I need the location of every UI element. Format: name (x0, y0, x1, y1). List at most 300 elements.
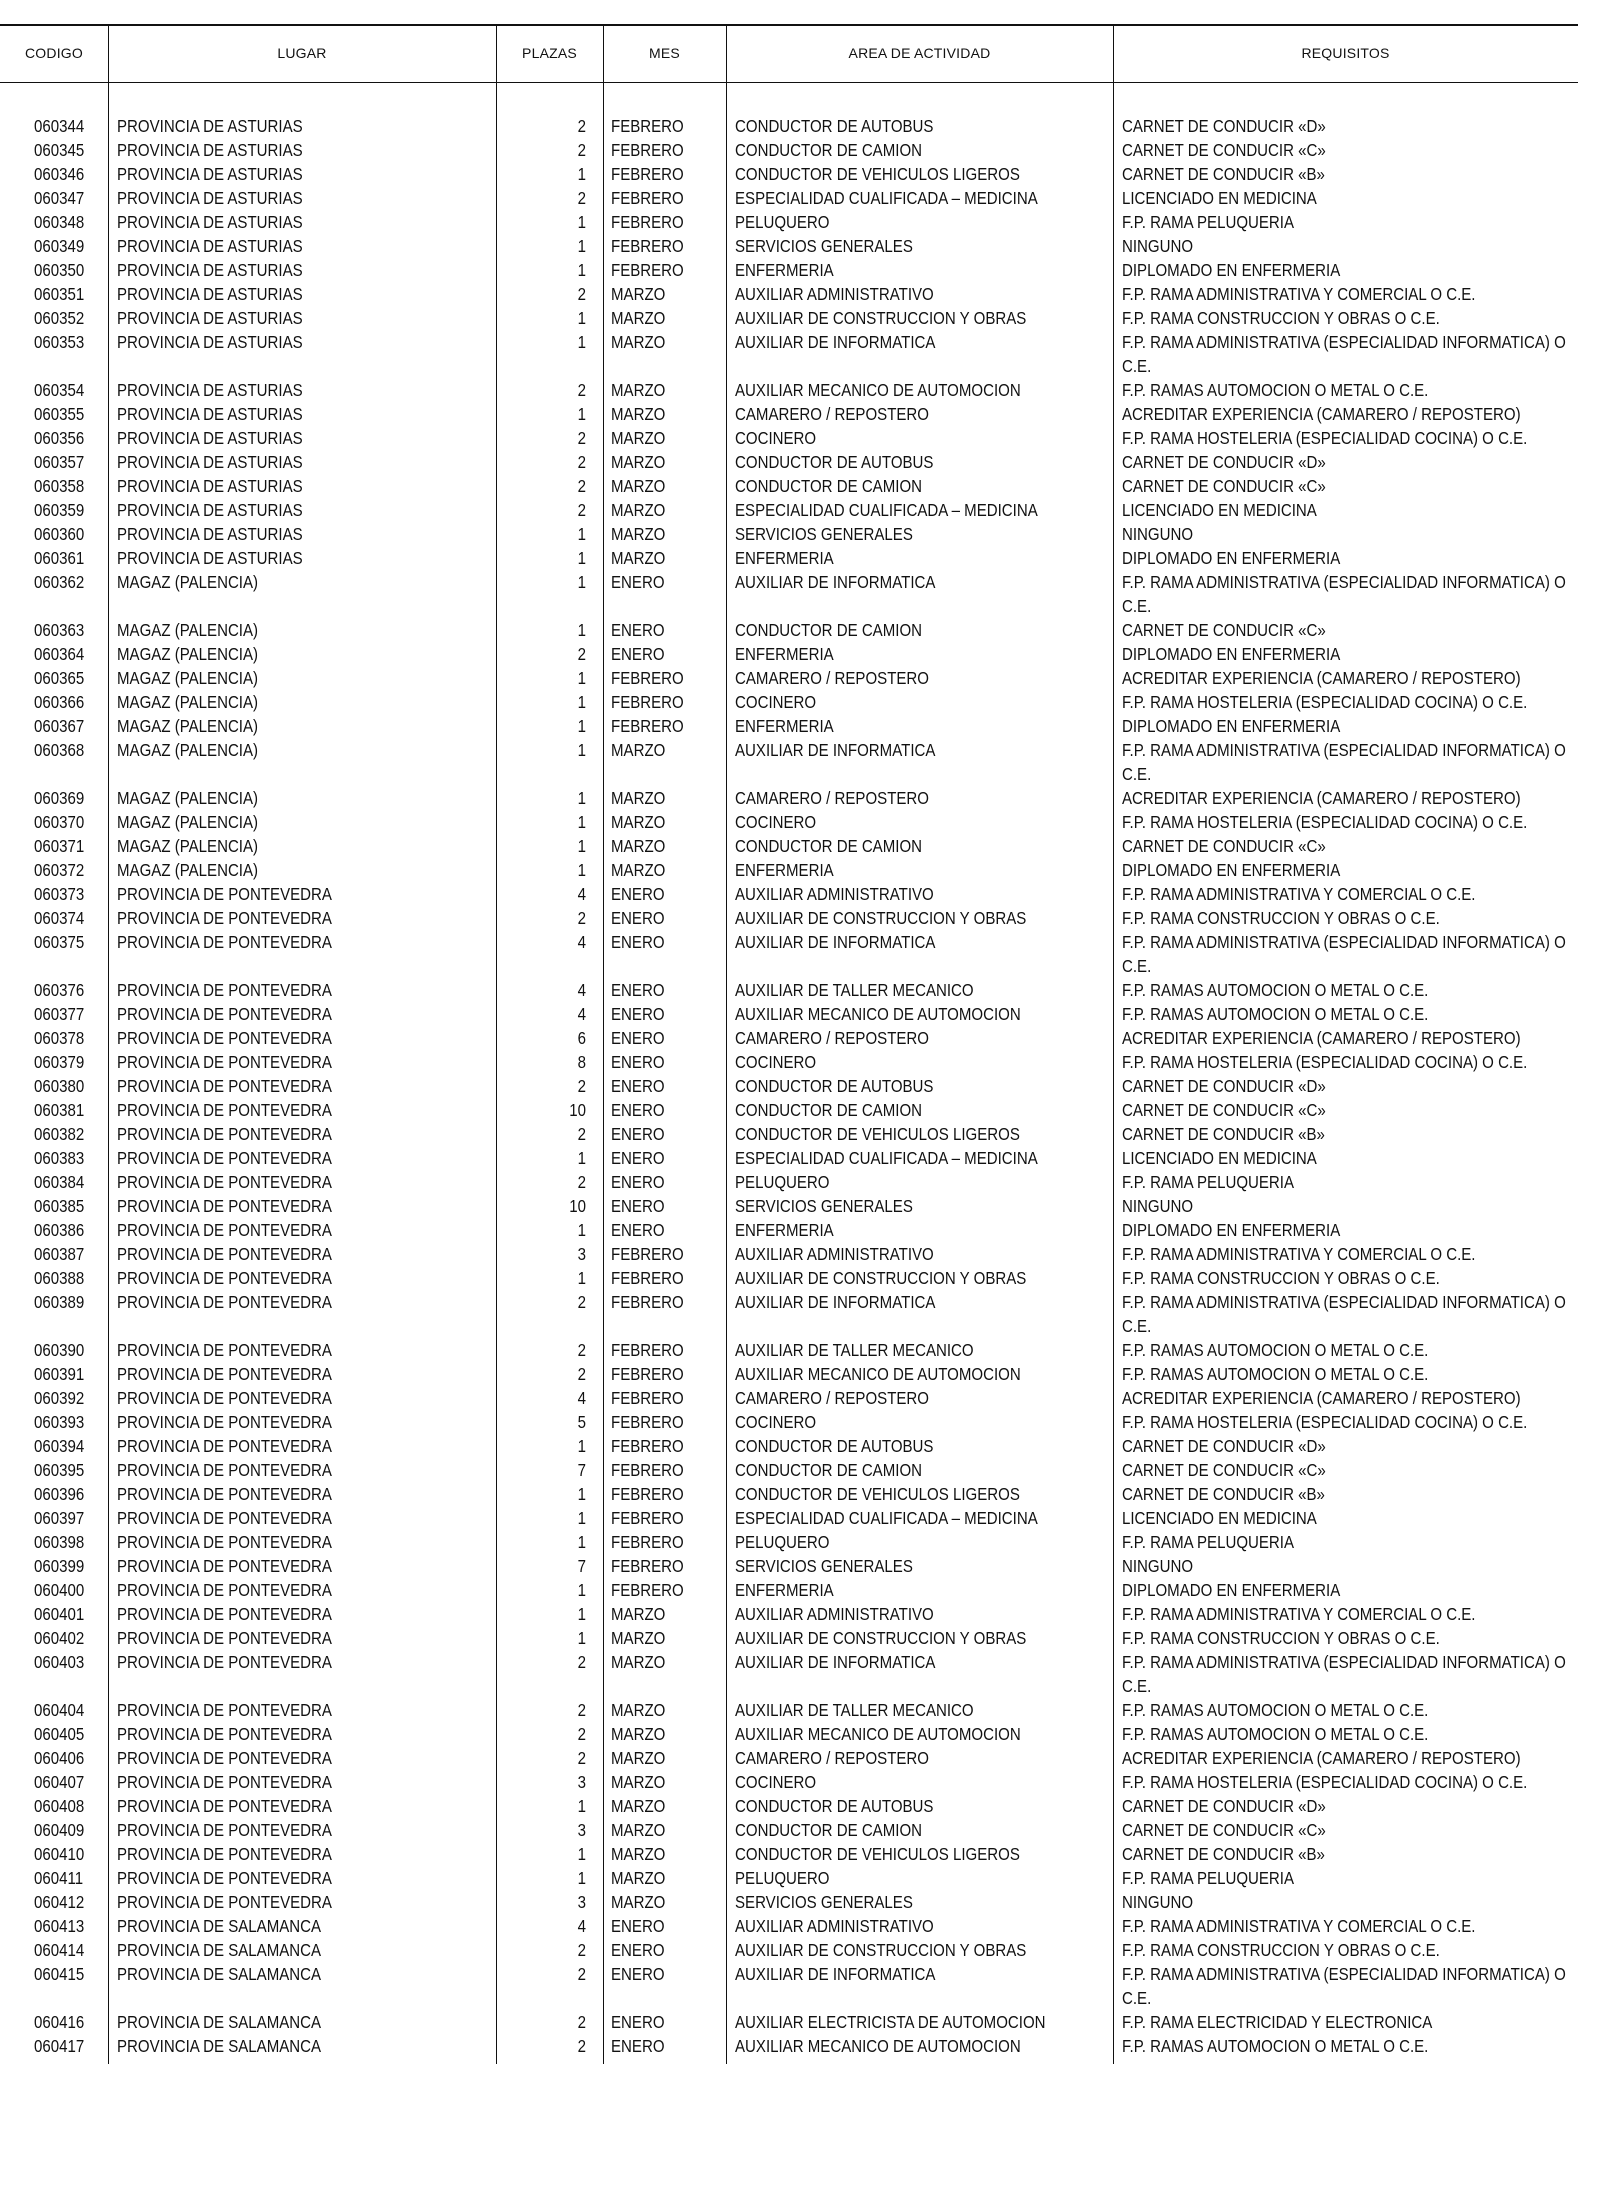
table-row (0, 1146, 1578, 1170)
cell-mes: ENERO (611, 1196, 665, 1216)
cell-area: AUXILIAR MECANICO DE AUTOMOCION (735, 1004, 1021, 1024)
table-row (0, 1530, 1578, 1554)
cell-lugar: PROVINCIA DE PONTEVEDRA (117, 1892, 332, 1912)
cell-plazas: 10 (569, 1100, 586, 1120)
table-row (0, 714, 1578, 738)
cell-lugar: PROVINCIA DE PONTEVEDRA (117, 1580, 332, 1600)
table-row (0, 810, 1578, 834)
cell-mes: ENERO (611, 1916, 665, 1936)
cell-area: ESPECIALIDAD CUALIFICADA – MEDICINA (735, 500, 1038, 520)
cell-lugar: PROVINCIA DE ASTURIAS (117, 140, 303, 160)
cell-lugar: MAGAZ (PALENCIA) (117, 836, 259, 856)
cell-plazas: 2 (577, 428, 586, 448)
cell-mes: ENERO (611, 884, 665, 904)
cell-lugar: PROVINCIA DE ASTURIAS (117, 452, 303, 472)
cell-area: SERVICIOS GENERALES (735, 1556, 913, 1576)
cell-lugar: PROVINCIA DE PONTEVEDRA (117, 1220, 332, 1240)
cell-plazas: 1 (577, 692, 586, 712)
table-row (0, 1962, 1578, 2010)
table-row (0, 978, 1578, 1002)
cell-plazas: 1 (577, 260, 586, 280)
cell-requisitos: F.P. RAMA HOSTELERIA (ESPECIALIDAD COCINA) O C.E. (1122, 1772, 1528, 1792)
cell-mes: MARZO (611, 812, 666, 832)
table-row (0, 1794, 1578, 1818)
cell-area: AUXILIAR DE INFORMATICA (735, 932, 936, 952)
cell-lugar: PROVINCIA DE ASTURIAS (117, 308, 303, 328)
cell-mes: MARZO (611, 380, 666, 400)
table-row (0, 1818, 1578, 1842)
cell-codigo: 060376 (34, 980, 85, 1000)
cell-codigo: 060395 (34, 1460, 85, 1480)
cell-lugar: PROVINCIA DE PONTEVEDRA (117, 1844, 332, 1864)
cell-mes: FEBRERO (611, 1532, 684, 1552)
cell-plazas: 2 (577, 1700, 586, 1720)
cell-lugar: PROVINCIA DE PONTEVEDRA (117, 1508, 332, 1528)
cell-area: AUXILIAR DE CONSTRUCCION Y OBRAS (735, 1628, 1027, 1648)
cell-lugar: PROVINCIA DE ASTURIAS (117, 212, 303, 232)
cell-mes: FEBRERO (611, 1364, 684, 1384)
cell-codigo: 060402 (34, 1628, 85, 1648)
cell-lugar: PROVINCIA DE ASTURIAS (117, 332, 303, 352)
table-row (0, 1746, 1578, 1770)
cell-requisitos: F.P. RAMA ADMINISTRATIVA (ESPECIALIDAD INFORMATICA) O C.E. (1122, 1292, 1566, 1336)
table-row (0, 858, 1578, 882)
cell-area: COCINERO (735, 692, 817, 712)
cell-codigo: 060400 (34, 1580, 85, 1600)
cell-codigo: 060417 (34, 2036, 85, 2056)
table-row (0, 1026, 1578, 1050)
header-area: AREA DE ACTIVIDAD (848, 45, 991, 61)
cell-requisitos: CARNET DE CONDUCIR «C» (1122, 1100, 1326, 1120)
cell-area: CONDUCTOR DE CAMION (735, 620, 923, 640)
cell-codigo: 060404 (34, 1700, 85, 1720)
cell-area: AUXILIAR DE TALLER MECANICO (735, 980, 974, 1000)
cell-requisitos: DIPLOMADO EN ENFERMERIA (1122, 644, 1341, 664)
cell-lugar: PROVINCIA DE PONTEVEDRA (117, 1460, 332, 1480)
cell-requisitos: F.P. RAMAS AUTOMOCION O METAL O C.E. (1122, 1004, 1429, 1024)
cell-lugar: PROVINCIA DE PONTEVEDRA (117, 1028, 332, 1048)
table-row (0, 546, 1578, 570)
cell-area: CONDUCTOR DE CAMION (735, 140, 923, 160)
cell-plazas: 2 (577, 476, 586, 496)
table-row (0, 642, 1578, 666)
header-plazas: PLAZAS (522, 45, 577, 61)
cell-lugar: PROVINCIA DE PONTEVEDRA (117, 1364, 332, 1384)
cell-plazas: 2 (577, 1652, 586, 1672)
table-row (0, 114, 1578, 138)
cell-requisitos: CARNET DE CONDUCIR «C» (1122, 476, 1326, 496)
cell-plazas: 1 (577, 1148, 586, 1168)
cell-plazas: 2 (577, 1172, 586, 1192)
cell-codigo: 060361 (34, 548, 85, 568)
table-row (0, 1266, 1578, 1290)
cell-requisitos: CARNET DE CONDUCIR «D» (1122, 1076, 1326, 1096)
cell-plazas: 1 (577, 308, 586, 328)
cell-lugar: PROVINCIA DE PONTEVEDRA (117, 1292, 332, 1312)
cell-requisitos: F.P. RAMA ELECTRICIDAD Y ELECTRONICA (1122, 2012, 1433, 2032)
table-row (0, 258, 1578, 282)
cell-mes: MARZO (611, 1604, 666, 1624)
cell-mes: MARZO (611, 1748, 666, 1768)
cell-area: COCINERO (735, 1052, 817, 1072)
table-row (0, 1914, 1578, 1938)
cell-plazas: 1 (577, 812, 586, 832)
cell-codigo: 060412 (34, 1892, 85, 1912)
cell-codigo: 060403 (34, 1652, 85, 1672)
cell-plazas: 1 (577, 740, 586, 760)
cell-area: COCINERO (735, 428, 817, 448)
cell-codigo: 060398 (34, 1532, 85, 1552)
cell-requisitos: F.P. RAMA HOSTELERIA (ESPECIALIDAD COCINA) O C.E. (1122, 1412, 1528, 1432)
header-lugar: LUGAR (277, 45, 327, 61)
cell-requisitos: ACREDITAR EXPERIENCIA (CAMARERO / REPOSTERO) (1122, 788, 1521, 808)
cell-lugar: PROVINCIA DE ASTURIAS (117, 524, 303, 544)
cell-area: AUXILIAR DE INFORMATICA (735, 1964, 936, 1984)
cell-mes: MARZO (611, 1652, 666, 1672)
cell-lugar: PROVINCIA DE PONTEVEDRA (117, 1484, 332, 1504)
cell-mes: MARZO (611, 1724, 666, 1744)
cell-plazas: 4 (577, 932, 586, 952)
cell-codigo: 060388 (34, 1268, 85, 1288)
cell-codigo: 060348 (34, 212, 85, 232)
cell-lugar: PROVINCIA DE PONTEVEDRA (117, 1772, 332, 1792)
cell-lugar: PROVINCIA DE PONTEVEDRA (117, 908, 332, 928)
document-table (0, 24, 1578, 2064)
cell-area: SERVICIOS GENERALES (735, 236, 913, 256)
cell-requisitos: NINGUNO (1122, 1556, 1194, 1576)
cell-codigo: 060408 (34, 1796, 85, 1816)
cell-mes: FEBRERO (611, 1388, 684, 1408)
cell-lugar: PROVINCIA DE ASTURIAS (117, 236, 303, 256)
cell-lugar: PROVINCIA DE PONTEVEDRA (117, 1628, 332, 1648)
cell-codigo: 060367 (34, 716, 85, 736)
cell-plazas: 4 (577, 884, 586, 904)
cell-area: ESPECIALIDAD CUALIFICADA – MEDICINA (735, 1508, 1038, 1528)
cell-lugar: PROVINCIA DE PONTEVEDRA (117, 1604, 332, 1624)
table-row (0, 1410, 1578, 1434)
cell-plazas: 2 (577, 1964, 586, 1984)
cell-requisitos: NINGUNO (1122, 1892, 1194, 1912)
cell-codigo: 060356 (34, 428, 85, 448)
table-row (0, 186, 1578, 210)
cell-mes: ENERO (611, 1028, 665, 1048)
table-row (0, 1290, 1578, 1338)
cell-requisitos: F.P. RAMA ADMINISTRATIVA Y COMERCIAL O C.E. (1122, 1916, 1476, 1936)
cell-requisitos: F.P. RAMAS AUTOMOCION O METAL O C.E. (1122, 2036, 1429, 2056)
cell-codigo: 060382 (34, 1124, 85, 1144)
cell-codigo: 060386 (34, 1220, 85, 1240)
cell-requisitos: F.P. RAMA HOSTELERIA (ESPECIALIDAD COCINA) O C.E. (1122, 692, 1528, 712)
cell-codigo: 060378 (34, 1028, 85, 1048)
cell-lugar: PROVINCIA DE SALAMANCA (117, 2036, 322, 2056)
table-row (0, 1002, 1578, 1026)
cell-lugar: PROVINCIA DE PONTEVEDRA (117, 1172, 332, 1192)
cell-requisitos: DIPLOMADO EN ENFERMERIA (1122, 1580, 1341, 1600)
cell-mes: FEBRERO (611, 1436, 684, 1456)
cell-mes: FEBRERO (611, 668, 684, 688)
cell-requisitos: F.P. RAMA ADMINISTRATIVA (ESPECIALIDAD INFORMATICA) O C.E. (1122, 572, 1566, 616)
cell-area: AUXILIAR MECANICO DE AUTOMOCION (735, 1364, 1021, 1384)
table-row (0, 786, 1578, 810)
cell-area: AUXILIAR ELECTRICISTA DE AUTOMOCION (735, 2012, 1046, 2032)
cell-plazas: 1 (577, 1508, 586, 1528)
cell-area: AUXILIAR ADMINISTRATIVO (735, 884, 934, 904)
cell-plazas: 2 (577, 1124, 586, 1144)
cell-lugar: PROVINCIA DE ASTURIAS (117, 380, 303, 400)
cell-requisitos: F.P. RAMA HOSTELERIA (ESPECIALIDAD COCINA) O C.E. (1122, 812, 1528, 832)
cell-mes: FEBRERO (611, 1508, 684, 1528)
cell-requisitos: CARNET DE CONDUCIR «C» (1122, 620, 1326, 640)
cell-mes: MARZO (611, 1700, 666, 1720)
table-row (0, 570, 1578, 618)
cell-plazas: 1 (577, 572, 586, 592)
table-row (0, 1842, 1578, 1866)
cell-lugar: PROVINCIA DE PONTEVEDRA (117, 1796, 332, 1816)
cell-mes: FEBRERO (611, 1484, 684, 1504)
cell-plazas: 3 (577, 1772, 586, 1792)
table-row (0, 1386, 1578, 1410)
cell-codigo: 060350 (34, 260, 85, 280)
cell-plazas: 2 (577, 188, 586, 208)
table-row (0, 210, 1578, 234)
cell-plazas: 1 (577, 836, 586, 856)
cell-lugar: MAGAZ (PALENCIA) (117, 740, 259, 760)
cell-mes: ENERO (611, 1124, 665, 1144)
cell-requisitos: DIPLOMADO EN ENFERMERIA (1122, 548, 1341, 568)
table-row (0, 666, 1578, 690)
cell-plazas: 4 (577, 980, 586, 1000)
cell-mes: MARZO (611, 428, 666, 448)
cell-plazas: 1 (577, 1220, 586, 1240)
cell-requisitos: NINGUNO (1122, 1196, 1194, 1216)
cell-lugar: PROVINCIA DE PONTEVEDRA (117, 1388, 332, 1408)
table-row (0, 690, 1578, 714)
cell-plazas: 2 (577, 500, 586, 520)
cell-lugar: PROVINCIA DE PONTEVEDRA (117, 1820, 332, 1840)
cell-plazas: 1 (577, 1628, 586, 1648)
cell-lugar: PROVINCIA DE PONTEVEDRA (117, 1652, 332, 1672)
cell-plazas: 1 (577, 212, 586, 232)
cell-plazas: 4 (577, 1004, 586, 1024)
cell-codigo: 060416 (34, 2012, 85, 2032)
cell-lugar: PROVINCIA DE ASTURIAS (117, 188, 303, 208)
cell-plazas: 1 (577, 1844, 586, 1864)
cell-lugar: PROVINCIA DE PONTEVEDRA (117, 1532, 332, 1552)
cell-plazas: 1 (577, 1484, 586, 1504)
cell-requisitos: F.P. RAMA ADMINISTRATIVA (ESPECIALIDAD INFORMATICA) O C.E. (1122, 1964, 1566, 2008)
cell-mes: ENERO (611, 2012, 665, 2032)
cell-mes: MARZO (611, 500, 666, 520)
cell-lugar: PROVINCIA DE PONTEVEDRA (117, 1340, 332, 1360)
cell-area: COCINERO (735, 1772, 817, 1792)
cell-mes: FEBRERO (611, 1556, 684, 1576)
cell-area: CONDUCTOR DE VEHICULOS LIGEROS (735, 1844, 1020, 1864)
table-row (0, 2010, 1578, 2034)
cell-mes: MARZO (611, 740, 666, 760)
cell-mes: MARZO (611, 308, 666, 328)
cell-requisitos: F.P. RAMAS AUTOMOCION O METAL O C.E. (1122, 1700, 1429, 1720)
cell-requisitos: DIPLOMADO EN ENFERMERIA (1122, 860, 1341, 880)
cell-mes: ENERO (611, 1172, 665, 1192)
cell-requisitos: LICENCIADO EN MEDICINA (1122, 188, 1317, 208)
cell-plazas: 1 (577, 548, 586, 568)
table-row (0, 378, 1578, 402)
cell-mes: MARZO (611, 788, 666, 808)
cell-mes: FEBRERO (611, 1292, 684, 1312)
cell-requisitos: DIPLOMADO EN ENFERMERIA (1122, 716, 1341, 736)
cell-codigo: 060363 (34, 620, 85, 640)
cell-codigo: 060415 (34, 1964, 85, 1984)
cell-codigo: 060369 (34, 788, 85, 808)
cell-area: AUXILIAR DE CONSTRUCCION Y OBRAS (735, 1268, 1027, 1288)
cell-codigo: 060365 (34, 668, 85, 688)
cell-requisitos: CARNET DE CONDUCIR «C» (1122, 1460, 1326, 1480)
cell-plazas: 2 (577, 284, 586, 304)
cell-area: CONDUCTOR DE CAMION (735, 476, 923, 496)
cell-lugar: MAGAZ (PALENCIA) (117, 788, 259, 808)
cell-requisitos: LICENCIADO EN MEDICINA (1122, 500, 1317, 520)
cell-mes: FEBRERO (611, 164, 684, 184)
cell-mes: MARZO (611, 1796, 666, 1816)
cell-codigo: 060347 (34, 188, 85, 208)
cell-area: AUXILIAR MECANICO DE AUTOMOCION (735, 380, 1021, 400)
cell-lugar: MAGAZ (PALENCIA) (117, 716, 259, 736)
cell-codigo: 060360 (34, 524, 85, 544)
cell-area: CONDUCTOR DE AUTOBUS (735, 452, 934, 472)
cell-requisitos: F.P. RAMA CONSTRUCCION Y OBRAS O C.E. (1122, 1940, 1440, 1960)
cell-requisitos: F.P. RAMA CONSTRUCCION Y OBRAS O C.E. (1122, 1268, 1440, 1288)
cell-requisitos: ACREDITAR EXPERIENCIA (CAMARERO / REPOSTERO) (1122, 1028, 1521, 1048)
cell-codigo: 060352 (34, 308, 85, 328)
header-requisitos: REQUISITOS (1301, 45, 1390, 61)
table-row (0, 1770, 1578, 1794)
cell-plazas: 2 (577, 908, 586, 928)
cell-codigo: 060409 (34, 1820, 85, 1840)
cell-codigo: 060349 (34, 236, 85, 256)
cell-plazas: 1 (577, 404, 586, 424)
cell-requisitos: F.P. RAMA ADMINISTRATIVA Y COMERCIAL O C.E. (1122, 1604, 1476, 1624)
cell-codigo: 060351 (34, 284, 85, 304)
cell-lugar: PROVINCIA DE PONTEVEDRA (117, 1436, 332, 1456)
table-row (0, 426, 1578, 450)
cell-plazas: 3 (577, 1244, 586, 1264)
cell-plazas: 7 (577, 1460, 586, 1480)
cell-codigo: 060370 (34, 812, 85, 832)
table-row (0, 1242, 1578, 1266)
cell-area: PELUQUERO (735, 1172, 830, 1192)
cell-area: AUXILIAR DE INFORMATICA (735, 572, 936, 592)
cell-area: CAMARERO / REPOSTERO (735, 1748, 930, 1768)
cell-requisitos: F.P. RAMA ADMINISTRATIVA (ESPECIALIDAD INFORMATICA) O C.E. (1122, 740, 1566, 784)
cell-requisitos: CARNET DE CONDUCIR «D» (1122, 116, 1326, 136)
cell-codigo: 060407 (34, 1772, 85, 1792)
cell-area: COCINERO (735, 812, 817, 832)
cell-lugar: PROVINCIA DE PONTEVEDRA (117, 1556, 332, 1576)
cell-plazas: 1 (577, 1580, 586, 1600)
cell-area: CONDUCTOR DE CAMION (735, 836, 923, 856)
table-row (0, 1722, 1578, 1746)
cell-area: SERVICIOS GENERALES (735, 524, 913, 544)
cell-requisitos: NINGUNO (1122, 524, 1194, 544)
cell-codigo: 060362 (34, 572, 85, 592)
table-row (0, 402, 1578, 426)
cell-codigo: 060389 (34, 1292, 85, 1312)
cell-area: AUXILIAR DE INFORMATICA (735, 740, 936, 760)
cell-mes: MARZO (611, 404, 666, 424)
cell-codigo: 060345 (34, 140, 85, 160)
cell-codigo: 060392 (34, 1388, 85, 1408)
cell-lugar: PROVINCIA DE ASTURIAS (117, 116, 303, 136)
cell-mes: ENERO (611, 1148, 665, 1168)
cell-mes: FEBRERO (611, 140, 684, 160)
cell-mes: MARZO (611, 836, 666, 856)
cell-lugar: MAGAZ (PALENCIA) (117, 812, 259, 832)
cell-lugar: PROVINCIA DE PONTEVEDRA (117, 1412, 332, 1432)
cell-lugar: PROVINCIA DE PONTEVEDRA (117, 1868, 332, 1888)
cell-mes: MARZO (611, 476, 666, 496)
cell-codigo: 060383 (34, 1148, 85, 1168)
table-row (0, 522, 1578, 546)
cell-plazas: 1 (577, 164, 586, 184)
table-row (0, 1194, 1578, 1218)
cell-area: SERVICIOS GENERALES (735, 1892, 913, 1912)
table-row (0, 1170, 1578, 1194)
cell-requisitos: ACREDITAR EXPERIENCIA (CAMARERO / REPOSTERO) (1122, 668, 1521, 688)
cell-codigo: 060393 (34, 1412, 85, 1432)
cell-mes: ENERO (611, 908, 665, 928)
cell-area: PELUQUERO (735, 212, 830, 232)
cell-area: CONDUCTOR DE AUTOBUS (735, 1436, 934, 1456)
cell-area: CAMARERO / REPOSTERO (735, 404, 930, 424)
cell-lugar: PROVINCIA DE PONTEVEDRA (117, 932, 332, 952)
table-row (0, 1650, 1578, 1698)
cell-plazas: 7 (577, 1556, 586, 1576)
cell-requisitos: F.P. RAMA HOSTELERIA (ESPECIALIDAD COCINA) O C.E. (1122, 428, 1528, 448)
cell-plazas: 1 (577, 1436, 586, 1456)
cell-plazas: 2 (577, 2012, 586, 2032)
cell-plazas: 2 (577, 140, 586, 160)
cell-mes: ENERO (611, 1076, 665, 1096)
cell-area: AUXILIAR DE CONSTRUCCION Y OBRAS (735, 1940, 1027, 1960)
cell-lugar: PROVINCIA DE PONTEVEDRA (117, 980, 332, 1000)
cell-plazas: 1 (577, 620, 586, 640)
cell-lugar: PROVINCIA DE PONTEVEDRA (117, 1100, 332, 1120)
cell-lugar: PROVINCIA DE ASTURIAS (117, 284, 303, 304)
cell-mes: ENERO (611, 572, 665, 592)
cell-mes: FEBRERO (611, 116, 684, 136)
cell-requisitos: F.P. RAMA PELUQUERIA (1122, 1532, 1295, 1552)
table-row (0, 1362, 1578, 1386)
cell-area: CAMARERO / REPOSTERO (735, 1028, 930, 1048)
cell-mes: MARZO (611, 1868, 666, 1888)
cell-plazas: 2 (577, 1940, 586, 1960)
cell-mes: FEBRERO (611, 188, 684, 208)
table-row (0, 882, 1578, 906)
cell-plazas: 2 (577, 116, 586, 136)
table-row (0, 930, 1578, 978)
cell-codigo: 060380 (34, 1076, 85, 1096)
cell-area: AUXILIAR ADMINISTRATIVO (735, 1604, 934, 1624)
cell-plazas: 1 (577, 332, 586, 352)
cell-mes: ENERO (611, 620, 665, 640)
table-row (0, 1338, 1578, 1362)
cell-requisitos: CARNET DE CONDUCIR «D» (1122, 1436, 1326, 1456)
cell-codigo: 060374 (34, 908, 85, 928)
cell-plazas: 2 (577, 644, 586, 664)
cell-codigo: 060359 (34, 500, 85, 520)
cell-lugar: PROVINCIA DE ASTURIAS (117, 260, 303, 280)
table-row (0, 834, 1578, 858)
